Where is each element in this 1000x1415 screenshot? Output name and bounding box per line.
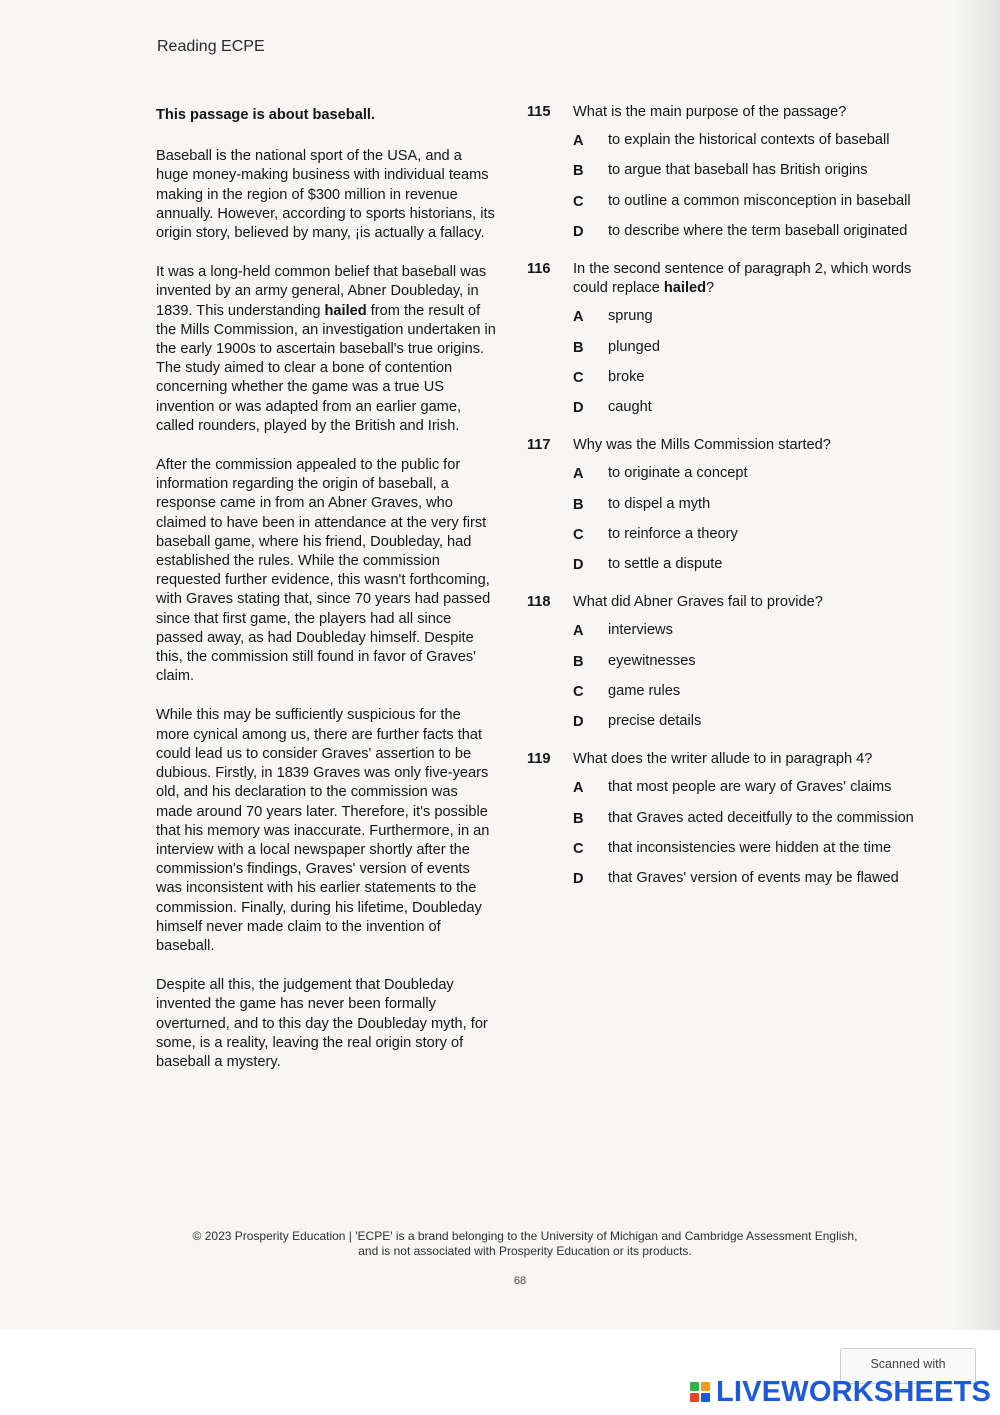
answer-option-a[interactable] (573, 131, 917, 151)
option-text: eyewitnesses (608, 652, 696, 669)
option-letter: B (573, 339, 584, 356)
liveworksheets-grid-icon (690, 1382, 710, 1402)
option-letter: C (573, 369, 584, 386)
answer-option-d[interactable] (573, 398, 917, 418)
option-letter: C (573, 193, 584, 210)
copyright-footer (150, 1229, 900, 1259)
passage-paragraph-3: After the commission appealed to the public for information regarding the origin of baseball, a response came in from an Abner Graves, who claimed to have been in attendance at the very first baseball game, where his friend, Doubleday, had established the rules. While the commission requested further evidence, this wasn't forthcoming, with Graves stating that, since 70 years had passed since that first game, the players had all since passed away, as had Doubleday himself. Despite this, the commission still found in favor of Graves' claim. (156, 457, 491, 685)
answer-option-b[interactable] (573, 809, 917, 829)
answer-option-c[interactable] (573, 682, 917, 702)
question-119 (527, 750, 917, 889)
option-letter: B (573, 163, 584, 180)
question-number: 118 (527, 594, 551, 611)
question-number: 119 (527, 751, 551, 768)
answer-option-a[interactable] (573, 778, 917, 798)
option-letter: B (573, 496, 584, 513)
answer-option-c[interactable] (573, 192, 917, 212)
answer-option-d[interactable] (573, 712, 917, 732)
answer-option-b[interactable] (573, 495, 917, 515)
option-letter: D (573, 557, 584, 574)
logo-square-orange (701, 1382, 710, 1391)
question-text: Why was the Mills Commission started? (573, 437, 831, 454)
option-text: game rules (608, 682, 681, 699)
option-letter: A (573, 466, 584, 483)
liveworksheets-wordmark: LIVEWORKSHEETS (716, 1375, 992, 1408)
logo-square-red (690, 1393, 699, 1402)
passage-paragraph-4: While this may be sufficiently suspicious for the more cynical among us, there are further facts that could lead us to consider Graves' assertion to be dubious. Firstly, in 1839 Graves was only five-years old, and his declaration to the commission was made around 70 years later. Therefore, it's possible that his memory was inaccurate. Furthermore, in an interview with a local newspaper shortly after the commission's findings, Graves' version of events was inconsistent with his earlier statements to the commission. Finally, during his lifetime, Doubleday himself never made claim to the invention of baseball. (156, 707, 490, 954)
question-117 (527, 436, 917, 575)
copyright-line-2: and is not associated with Prosperity Education or its products. (358, 1244, 692, 1258)
option-letter: A (573, 780, 584, 797)
answer-option-b[interactable] (573, 338, 917, 358)
answer-option-d[interactable] (573, 869, 917, 889)
passage-paragraph-5: Despite all this, the judgement that Doubleday invented the game has never been formally overturned, and to this day the Doubleday myth, for some, is a reality, leaving the real origin story of baseball a mystery. (156, 977, 488, 1070)
answer-option-c[interactable] (573, 368, 917, 388)
scan-edge-shadow (954, 0, 1000, 1330)
question-mark: ? (706, 280, 715, 297)
option-text: to dispel a myth (608, 495, 711, 512)
option-letter: B (573, 653, 584, 670)
question-list (527, 103, 917, 907)
passage-lead: This passage is about baseball. (156, 107, 375, 123)
option-letter: A (573, 623, 584, 640)
paragraph-2-rest: from the result of the Mills Commission, an investigation undertaken in the early 1900s to ascertain baseball's true origins. The study aimed to clear a bone of contention concerning whether the game was a true US invention or was adapted from an earlier game, called rounders, played by the British and Irish. (156, 302, 496, 434)
option-text: interviews (608, 622, 673, 639)
option-letter: C (573, 840, 584, 857)
option-letter: A (573, 133, 584, 150)
keyword-hailed: hailed (324, 302, 367, 319)
option-text: precise details (608, 713, 702, 730)
option-text: to originate a concept (608, 465, 748, 482)
question-number: 116 (527, 261, 551, 278)
option-letter: A (573, 309, 584, 326)
answer-option-a[interactable] (573, 307, 917, 327)
page-number: 68 (513, 1275, 527, 1287)
option-letter: C (573, 526, 584, 543)
passage-paragraph-2 (156, 263, 496, 436)
answer-option-c[interactable] (573, 525, 917, 545)
answer-option-d[interactable] (573, 222, 917, 242)
liveworksheets-logo[interactable] (690, 1375, 991, 1409)
question-text: What is the main purpose of the passage? (573, 104, 847, 120)
option-text: to argue that baseball has British origins (608, 162, 868, 179)
option-letter: D (573, 714, 584, 731)
answer-option-a[interactable] (573, 464, 917, 484)
answer-option-c[interactable] (573, 839, 917, 859)
question-text: What did Abner Graves fail to provide? (573, 594, 823, 611)
option-letter: D (573, 400, 584, 417)
question-text-start: In the second sentence of paragraph 2, which words could replace (573, 261, 912, 297)
question-keyword: hailed (663, 280, 707, 297)
option-text: plunged (608, 338, 660, 355)
option-letter: D (573, 223, 584, 240)
question-number: 115 (527, 104, 551, 120)
option-text: caught (608, 399, 652, 416)
question-text: What does the writer allude to in paragraph 4? (573, 751, 873, 768)
question-118 (527, 593, 917, 732)
option-letter: D (573, 871, 584, 888)
option-text: that Graves' version of events may be flawed (608, 870, 899, 887)
option-text: broke (608, 368, 645, 385)
answer-option-b[interactable] (573, 652, 917, 672)
answer-option-d[interactable] (573, 555, 917, 575)
question-115 (527, 103, 917, 242)
passage-paragraph-1: Baseball is the national sport of the USA, and a huge money-making business with individual teams making in the region of $300 million in revenue annually. However, according to sports historians, its origin story, believed by many, ¡is actually a fallacy. (156, 148, 495, 242)
option-text: to settle a dispute (608, 556, 723, 573)
copyright-line-1: © 2023 Prosperity Education | 'ECPE' is a brand belonging to the University of Michigan and Cambridge Assessment English, (192, 1229, 858, 1243)
option-text: that most people are wary of Graves' claims (608, 779, 892, 796)
question-116 (527, 260, 917, 418)
logo-square-blue (701, 1393, 710, 1402)
option-text: that inconsistencies were hidden at the time (608, 839, 892, 856)
question-number: 117 (527, 437, 551, 454)
option-text: to reinforce a theory (608, 525, 738, 542)
logo-square-green (690, 1382, 699, 1391)
paragraph-2-start: It was a long-held common belief that baseball was invented by an army general, Abner Doubleday, in 1839. This understanding (156, 264, 487, 319)
option-text: to outline a common misconception in baseball (608, 192, 911, 209)
option-text: sprung (608, 308, 653, 325)
answer-option-b[interactable] (573, 161, 917, 181)
answer-option-a[interactable] (573, 621, 917, 641)
option-text: to explain the historical contexts of baseball (608, 132, 890, 149)
option-letter: B (573, 810, 584, 827)
option-text: to describe where the term baseball originated (608, 222, 908, 239)
question-text (573, 260, 917, 298)
option-text: that Graves acted deceitfully to the commission (608, 809, 914, 826)
page-header-title: Reading ECPE (157, 38, 265, 55)
reading-passage (156, 106, 496, 1092)
option-letter: C (573, 683, 584, 700)
scan-badge: Scanned with (840, 1348, 976, 1384)
